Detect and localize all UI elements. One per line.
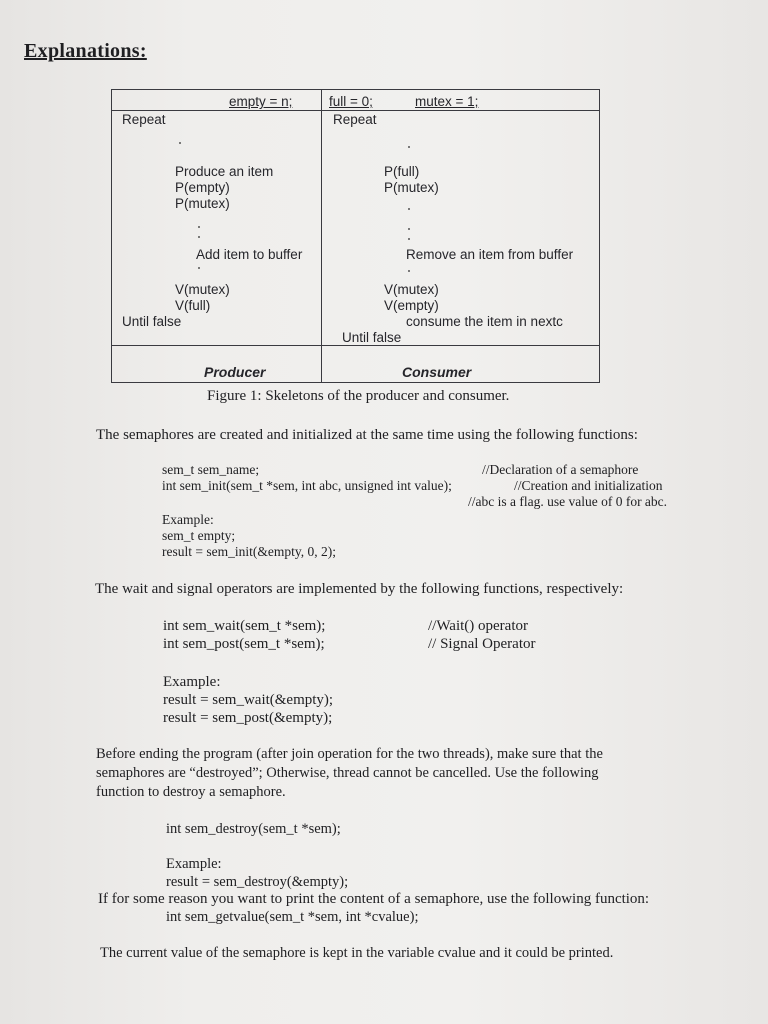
decl-code: sem_t sem_name; [162,462,260,477]
producer-until: Until false [122,314,182,329]
figure-caption: Figure 1: Skeletons of the producer and consumer. [207,388,510,404]
producer-produce: Produce an item [175,164,274,179]
ellipsis-dot [179,142,181,144]
ellipsis-dot [408,208,410,210]
producer-v-full: V(full) [175,298,211,313]
producer-p-empty: P(empty) [175,180,230,195]
ellipsis-dot [198,267,200,269]
closing-sentence: The current value of the semaphore is kept in the variable cvalue and it could be printed. [100,945,614,961]
consumer-label: Consumer [402,364,472,380]
example-label: Example: [163,674,221,690]
init-code: int sem_init(sem_t *sem, int abc, unsigned int value); [162,478,452,493]
wait-code: int sem_wait(sem_t *sem); [163,618,326,634]
consumer-remove: Remove an item from buffer [406,247,574,262]
wait-comment: //Wait() operator [428,618,528,634]
post-code: int sem_post(sem_t *sem); [163,636,325,652]
ellipsis-dot [198,226,200,228]
producer-consumer-figure [111,89,600,383]
destroy-paragraph-line: Before ending the program (after join operation for the two threads), make sure that the [96,746,603,762]
producer-p-mutex: P(mutex) [175,196,230,211]
producer-label: Producer [204,364,266,380]
decl-comment: //Declaration of a semaphore [482,462,639,477]
destroy-code: int sem_destroy(sem_t *sem); [166,821,341,837]
example-line: sem_t empty; [162,528,236,543]
example-line: result = sem_init(&empty, 0, 2); [162,544,336,559]
example-line: result = sem_wait(&empty); [163,692,334,708]
consumer-p-mutex: P(mutex) [384,180,439,195]
post-comment: // Signal Operator [428,636,536,652]
consumer-repeat: Repeat [333,112,377,127]
ellipsis-dot [408,238,410,240]
getvalue-intro: If for some reason you want to print the content of a semaphore, use the following function: [98,891,650,907]
table-divider-header [112,110,599,111]
semaphores-intro: The semaphores are created and initialized at the same time using the following functions: [96,427,638,443]
destroy-paragraph-line: semaphores are “destroyed”; Otherwise, thread cannot be cancelled. Use the following [96,765,599,781]
example-label: Example: [162,512,214,527]
ellipsis-dot [408,146,410,148]
producer-add: Add item to buffer [196,247,303,262]
page-heading: Explanations: [24,40,147,62]
consumer-p-full: P(full) [384,164,420,179]
ellipsis-dot [198,236,200,238]
ellipsis-dot [408,228,410,230]
init-comment: //Creation and initialization [514,478,663,493]
abc-comment: //abc is a flag. use value of 0 for abc. [468,494,668,509]
consumer-until: Until false [342,330,402,345]
init-mutex: mutex = 1; [415,94,479,109]
table-divider-column [321,90,322,382]
example-label: Example: [166,856,222,872]
getvalue-code: int sem_getvalue(sem_t *sem, int *cvalue); [166,909,419,925]
destroy-paragraph-line: function to destroy a semaphore. [96,784,286,800]
init-full: full = 0; [329,94,373,109]
ellipsis-dot [408,270,410,272]
producer-repeat: Repeat [122,112,166,127]
example-line: result = sem_post(&empty); [163,710,333,726]
wait-intro: The wait and signal operators are implemented by the following functions, respectively: [95,581,624,597]
producer-v-mutex: V(mutex) [175,282,230,297]
init-empty: empty = n; [229,94,293,109]
example-line: result = sem_destroy(&empty); [166,874,349,890]
consumer-consume: consume the item in nextc [406,314,563,329]
consumer-v-empty: V(empty) [384,298,439,313]
consumer-v-mutex: V(mutex) [384,282,439,297]
